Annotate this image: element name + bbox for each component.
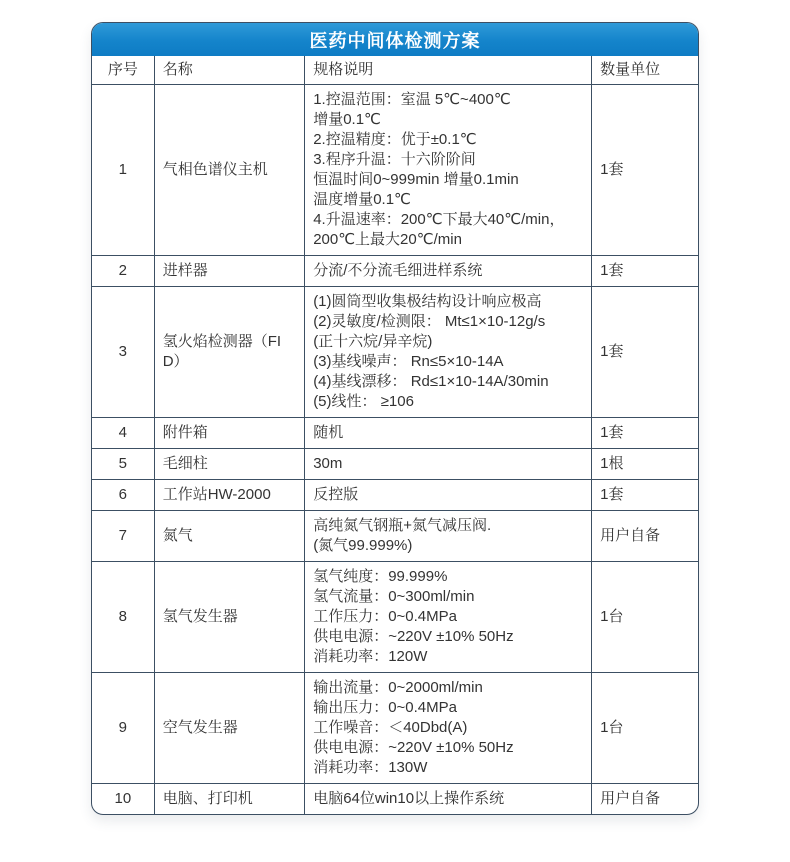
row-spec-cell bbox=[305, 287, 592, 418]
spec-line: 输出流量：0~2000ml/min bbox=[313, 679, 483, 696]
row-qty-cell: 用户自备 bbox=[592, 511, 698, 562]
spec-line: 氢气流量：0~300ml/min bbox=[313, 588, 475, 605]
row-no-cell: 10 bbox=[92, 784, 154, 815]
spec-line: (1)圆筒型收集极结构设计响应极高 bbox=[313, 293, 542, 310]
col-header-no: 序号 bbox=[92, 56, 154, 85]
spec-line: 消耗功率：120W bbox=[313, 648, 428, 665]
table-row bbox=[92, 784, 698, 815]
table-row bbox=[92, 256, 698, 287]
spec-line: 氢气纯度：99.999% bbox=[313, 568, 448, 585]
row-name-cell: 空气发生器 bbox=[154, 673, 304, 784]
spec-line: (正十六烷/异辛烷) bbox=[313, 333, 433, 350]
row-spec-cell bbox=[305, 562, 592, 673]
row-spec-cell bbox=[305, 784, 592, 815]
row-name-cell: 工作站HW-2000 bbox=[154, 480, 304, 511]
table-row bbox=[92, 449, 698, 480]
table-row bbox=[92, 480, 698, 511]
row-no-cell: 6 bbox=[92, 480, 154, 511]
spec-line: 增量0.1℃ bbox=[313, 111, 381, 128]
row-no-cell: 7 bbox=[92, 511, 154, 562]
row-name-cell: 附件箱 bbox=[154, 418, 304, 449]
spec-line: 1.控温范围：室温 5℃~400℃ bbox=[313, 91, 511, 108]
row-name-cell: 氢气发生器 bbox=[154, 562, 304, 673]
row-name-cell: 电脑、打印机 bbox=[154, 784, 304, 815]
spec-line: 200℃上最大20℃/min bbox=[313, 231, 462, 248]
row-name-cell: 氢火焰检测器（FID） bbox=[154, 287, 304, 418]
row-name-cell: 氮气 bbox=[154, 511, 304, 562]
row-spec-cell bbox=[305, 511, 592, 562]
spec-line: 3.程序升温：十六阶阶间 bbox=[313, 151, 476, 168]
table-row bbox=[92, 418, 698, 449]
col-header-name: 名称 bbox=[154, 56, 304, 85]
spec-line: 输出压力：0~0.4MPa bbox=[313, 699, 457, 716]
header-row bbox=[92, 56, 698, 85]
spec-line: (氮气99.999%) bbox=[313, 537, 413, 554]
row-qty-cell: 1根 bbox=[592, 449, 698, 480]
row-name-cell: 进样器 bbox=[154, 256, 304, 287]
spec-line: 高纯氮气钢瓶+氮气减压阀. bbox=[313, 517, 492, 534]
spec-table bbox=[92, 56, 698, 814]
row-qty-cell: 1套 bbox=[592, 287, 698, 418]
table-body bbox=[92, 85, 698, 815]
table-row bbox=[92, 85, 698, 256]
spec-line: 温度增量0.1℃ bbox=[313, 191, 411, 208]
row-no-cell: 4 bbox=[92, 418, 154, 449]
table-row bbox=[92, 287, 698, 418]
row-spec-cell bbox=[305, 673, 592, 784]
spec-line: (3)基线噪声： Rn≤5×10-14A bbox=[313, 353, 504, 370]
spec-line: (5)线性： ≥106 bbox=[313, 393, 414, 410]
table-row bbox=[92, 673, 698, 784]
row-qty-cell: 1套 bbox=[592, 85, 698, 256]
row-spec-cell bbox=[305, 418, 592, 449]
row-no-cell: 1 bbox=[92, 85, 154, 256]
row-spec-cell bbox=[305, 480, 592, 511]
row-no-cell: 3 bbox=[92, 287, 154, 418]
table-row bbox=[92, 511, 698, 562]
spec-line: (2)灵敏度/检测限： Mt≤1×10-12g/s bbox=[313, 313, 546, 330]
row-qty-cell: 1台 bbox=[592, 562, 698, 673]
spec-line: 4.升温速率：200℃下最大40℃/min， bbox=[313, 211, 565, 228]
spec-line: 2.控温精度：优于±0.1℃ bbox=[313, 131, 477, 148]
spec-line: 分流/不分流毛细进样系统 bbox=[313, 262, 483, 279]
row-no-cell: 2 bbox=[92, 256, 154, 287]
spec-line: (4)基线漂移： Rd≤1×10-14A/30min bbox=[313, 373, 549, 390]
col-header-qty: 数量单位 bbox=[592, 56, 698, 85]
spec-line: 供电电源：~220V ±10% 50Hz bbox=[313, 628, 514, 645]
spec-line: 电脑64位win10以上操作系统 bbox=[313, 790, 505, 807]
spec-line: 随机 bbox=[313, 424, 344, 441]
row-qty-cell: 1套 bbox=[592, 480, 698, 511]
table-title-bar bbox=[92, 23, 698, 56]
col-header-spec: 规格说明 bbox=[305, 56, 592, 85]
detection-plan-panel bbox=[91, 22, 699, 815]
spec-line: 反控版 bbox=[313, 486, 359, 503]
row-qty-cell: 1套 bbox=[592, 256, 698, 287]
spec-line: 工作压力：0~0.4MPa bbox=[313, 608, 457, 625]
spec-line: 供电电源：~220V ±10% 50Hz bbox=[313, 739, 514, 756]
row-qty-cell: 1台 bbox=[592, 673, 698, 784]
spec-line: 30m bbox=[313, 455, 343, 472]
row-qty-cell: 1套 bbox=[592, 418, 698, 449]
row-spec-cell bbox=[305, 85, 592, 256]
row-name-cell: 气相色谱仪主机 bbox=[154, 85, 304, 256]
row-no-cell: 8 bbox=[92, 562, 154, 673]
row-spec-cell bbox=[305, 449, 592, 480]
spec-line: 恒温时间0~999min 增量0.1min bbox=[313, 171, 519, 188]
spec-line: 工作噪音：＜40Dbd(A) bbox=[313, 719, 468, 736]
row-qty-cell: 用户自备 bbox=[592, 784, 698, 815]
row-name-cell: 毛细柱 bbox=[154, 449, 304, 480]
spec-line: 消耗功率：130W bbox=[313, 759, 428, 776]
row-no-cell: 9 bbox=[92, 673, 154, 784]
page-title: 医药中间体检测方案 bbox=[309, 30, 481, 51]
row-no-cell: 5 bbox=[92, 449, 154, 480]
table-row bbox=[92, 562, 698, 673]
row-spec-cell bbox=[305, 256, 592, 287]
